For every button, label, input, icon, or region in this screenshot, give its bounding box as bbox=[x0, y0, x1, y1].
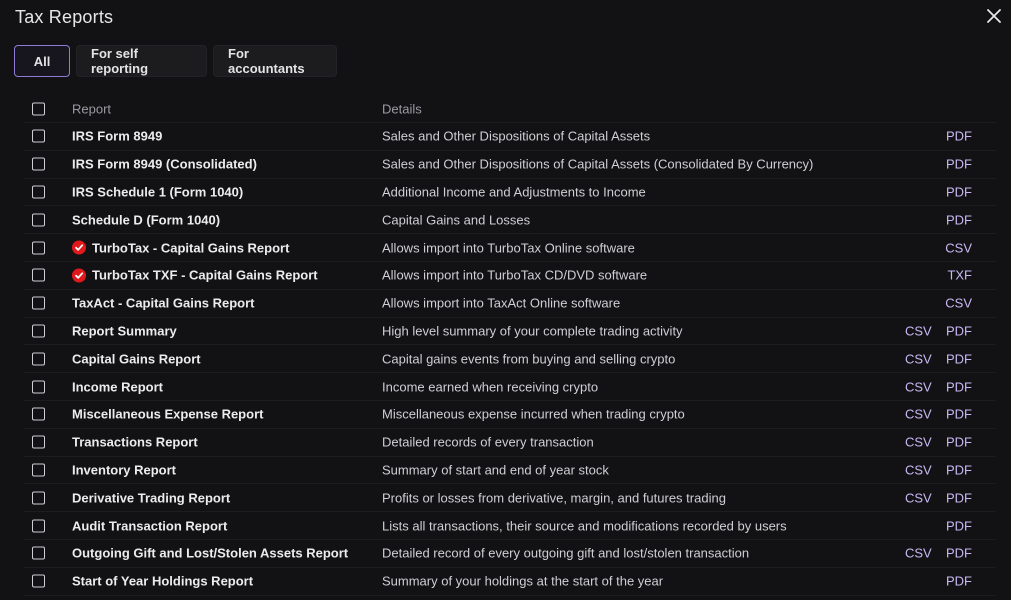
download-csv-link[interactable]: CSV bbox=[945, 240, 972, 256]
download-pdf-link[interactable]: PDF bbox=[946, 323, 972, 339]
download-pdf-link[interactable]: PDF bbox=[946, 518, 972, 534]
table-row bbox=[24, 123, 996, 151]
row-checkbox[interactable] bbox=[32, 436, 45, 449]
report-name-text: IRS Form 8949 bbox=[72, 128, 163, 144]
report-name bbox=[72, 518, 227, 533]
report-name-text: TurboTax TXF - Capital Gains Report bbox=[92, 267, 318, 283]
report-name bbox=[72, 574, 253, 589]
table-row bbox=[24, 568, 996, 596]
report-name-text: Start of Year Holdings Report bbox=[72, 573, 254, 589]
report-name bbox=[72, 546, 348, 561]
download-pdf-link[interactable]: PDF bbox=[946, 406, 972, 422]
download-pdf-link[interactable]: PDF bbox=[946, 351, 972, 367]
report-name-text: TaxAct - Capital Gains Report bbox=[72, 295, 255, 311]
report-details: Sales and Other Dispositions of Capital Assets bbox=[382, 128, 651, 144]
column-header-details: Details bbox=[382, 101, 422, 117]
table-row bbox=[24, 429, 996, 457]
report-name-text: TurboTax - Capital Gains Report bbox=[92, 240, 290, 256]
row-checkbox[interactable] bbox=[32, 352, 45, 365]
report-name bbox=[72, 184, 243, 199]
report-details: Summary of start and end of year stock bbox=[382, 462, 609, 478]
table-row bbox=[24, 262, 996, 290]
row-checkbox[interactable] bbox=[32, 130, 45, 143]
table-row bbox=[24, 234, 996, 262]
table-header bbox=[24, 96, 996, 123]
report-name bbox=[72, 268, 318, 283]
report-name-text: Transactions Report bbox=[72, 434, 198, 450]
download-csv-link[interactable]: CSV bbox=[945, 295, 972, 311]
download-pdf-link[interactable]: PDF bbox=[946, 545, 972, 561]
download-pdf-link[interactable]: PDF bbox=[946, 434, 972, 450]
table-row bbox=[24, 540, 996, 568]
report-details: Detailed records of every transaction bbox=[382, 434, 594, 450]
report-name-text: Income Report bbox=[72, 379, 164, 395]
report-name bbox=[72, 462, 176, 477]
download-pdf-link[interactable]: PDF bbox=[946, 212, 972, 228]
report-name bbox=[72, 490, 230, 505]
report-name-text: Schedule D (Form 1040) bbox=[72, 212, 221, 228]
row-checkbox[interactable] bbox=[32, 380, 45, 393]
download-csv-link[interactable]: CSV bbox=[905, 406, 932, 422]
report-name-text: IRS Form 8949 (Consolidated) bbox=[72, 156, 257, 172]
table-row bbox=[24, 318, 996, 346]
download-pdf-link[interactable]: PDF bbox=[946, 379, 972, 395]
table-row bbox=[24, 457, 996, 485]
row-checkbox[interactable] bbox=[32, 519, 45, 532]
download-pdf-link[interactable]: PDF bbox=[946, 156, 972, 172]
row-checkbox[interactable] bbox=[32, 547, 45, 560]
report-details: Miscellaneous expense incurred when trading crypto bbox=[382, 406, 685, 422]
dialog-title: Tax Reports bbox=[15, 7, 114, 27]
report-details: Allows import into TurboTax Online software bbox=[382, 240, 635, 256]
download-csv-link[interactable]: CSV bbox=[905, 323, 932, 339]
report-details: Capital Gains and Losses bbox=[382, 212, 531, 228]
report-details: Income earned when receiving crypto bbox=[382, 379, 599, 395]
report-name-text: Inventory Report bbox=[72, 462, 177, 478]
download-csv-link[interactable]: CSV bbox=[905, 434, 932, 450]
download-pdf-link[interactable]: PDF bbox=[946, 462, 972, 478]
report-name bbox=[72, 407, 263, 422]
report-details: Detailed record of every outgoing gift and lost/stolen transaction bbox=[382, 545, 750, 561]
table-row bbox=[24, 206, 996, 234]
row-checkbox[interactable] bbox=[32, 575, 45, 588]
download-pdf-link[interactable]: PDF bbox=[946, 573, 972, 589]
report-details: Allows import into TurboTax CD/DVD software bbox=[382, 267, 648, 283]
row-checkbox[interactable] bbox=[32, 491, 45, 504]
row-checkbox[interactable] bbox=[32, 158, 45, 171]
report-details: Profits or losses from derivative, margin, and futures trading bbox=[382, 490, 726, 506]
report-name-text: IRS Schedule 1 (Form 1040) bbox=[72, 184, 244, 200]
column-header-report: Report bbox=[72, 101, 112, 117]
row-checkbox[interactable] bbox=[32, 213, 45, 226]
report-name-text: Derivative Trading Report bbox=[72, 490, 231, 506]
report-name bbox=[72, 323, 177, 338]
download-txf-link[interactable]: TXF bbox=[947, 267, 972, 283]
row-checkbox[interactable] bbox=[32, 463, 45, 476]
filter-accountants-button[interactable]: For accountants bbox=[213, 45, 337, 77]
select-all-checkbox[interactable] bbox=[32, 103, 45, 116]
table-row bbox=[24, 179, 996, 207]
table-row bbox=[24, 345, 996, 373]
report-name bbox=[72, 351, 201, 366]
report-details: Allows import into TaxAct Online software bbox=[382, 295, 621, 311]
close-icon[interactable] bbox=[984, 6, 1004, 26]
reports-table bbox=[24, 96, 996, 596]
row-checkbox[interactable] bbox=[32, 241, 45, 254]
download-csv-link[interactable]: CSV bbox=[905, 351, 932, 367]
red-check-badge-icon bbox=[72, 268, 86, 282]
report-name bbox=[72, 157, 257, 172]
report-name bbox=[72, 212, 220, 227]
row-checkbox[interactable] bbox=[32, 324, 45, 337]
download-pdf-link[interactable]: PDF bbox=[946, 490, 972, 506]
red-check-badge-icon bbox=[72, 241, 86, 255]
table-row bbox=[24, 373, 996, 401]
report-name-text: Capital Gains Report bbox=[72, 351, 201, 367]
filter-all-button[interactable]: All bbox=[14, 45, 70, 77]
download-pdf-link[interactable]: PDF bbox=[946, 128, 972, 144]
download-csv-link[interactable]: CSV bbox=[905, 545, 932, 561]
report-name bbox=[72, 435, 198, 450]
table-row bbox=[24, 512, 996, 540]
report-name bbox=[72, 296, 255, 311]
table-row bbox=[24, 484, 996, 512]
row-checkbox[interactable] bbox=[32, 408, 45, 421]
report-details: Lists all transactions, their source and modifications recorded by users bbox=[382, 518, 787, 534]
report-details: Sales and Other Dispositions of Capital Assets (Consolidated By Currency) bbox=[382, 156, 814, 172]
table-row bbox=[24, 290, 996, 318]
table-row bbox=[24, 151, 996, 179]
report-details: Summary of your holdings at the start of the year bbox=[382, 573, 664, 589]
row-checkbox[interactable] bbox=[32, 297, 45, 310]
report-name bbox=[72, 379, 163, 394]
report-details: High level summary of your complete trading activity bbox=[382, 323, 683, 339]
report-details: Additional Income and Adjustments to Income bbox=[382, 184, 646, 200]
report-name-text: Report Summary bbox=[72, 323, 177, 339]
report-name bbox=[72, 240, 289, 255]
download-pdf-link[interactable]: PDF bbox=[946, 184, 972, 200]
filter-self-reporting-button[interactable]: For self reporting bbox=[76, 45, 207, 77]
row-checkbox[interactable] bbox=[32, 185, 45, 198]
report-name-text: Outgoing Gift and Lost/Stolen Assets Report bbox=[72, 545, 349, 561]
download-csv-link[interactable]: CSV bbox=[905, 490, 932, 506]
report-details: Capital gains events from buying and selling crypto bbox=[382, 351, 676, 367]
report-name-text: Audit Transaction Report bbox=[72, 518, 228, 534]
table-row bbox=[24, 401, 996, 429]
report-name bbox=[72, 129, 162, 144]
report-name-text: Miscellaneous Expense Report bbox=[72, 406, 264, 422]
download-csv-link[interactable]: CSV bbox=[905, 379, 932, 395]
download-csv-link[interactable]: CSV bbox=[905, 462, 932, 478]
row-checkbox[interactable] bbox=[32, 269, 45, 282]
filter-tabs bbox=[14, 45, 337, 77]
